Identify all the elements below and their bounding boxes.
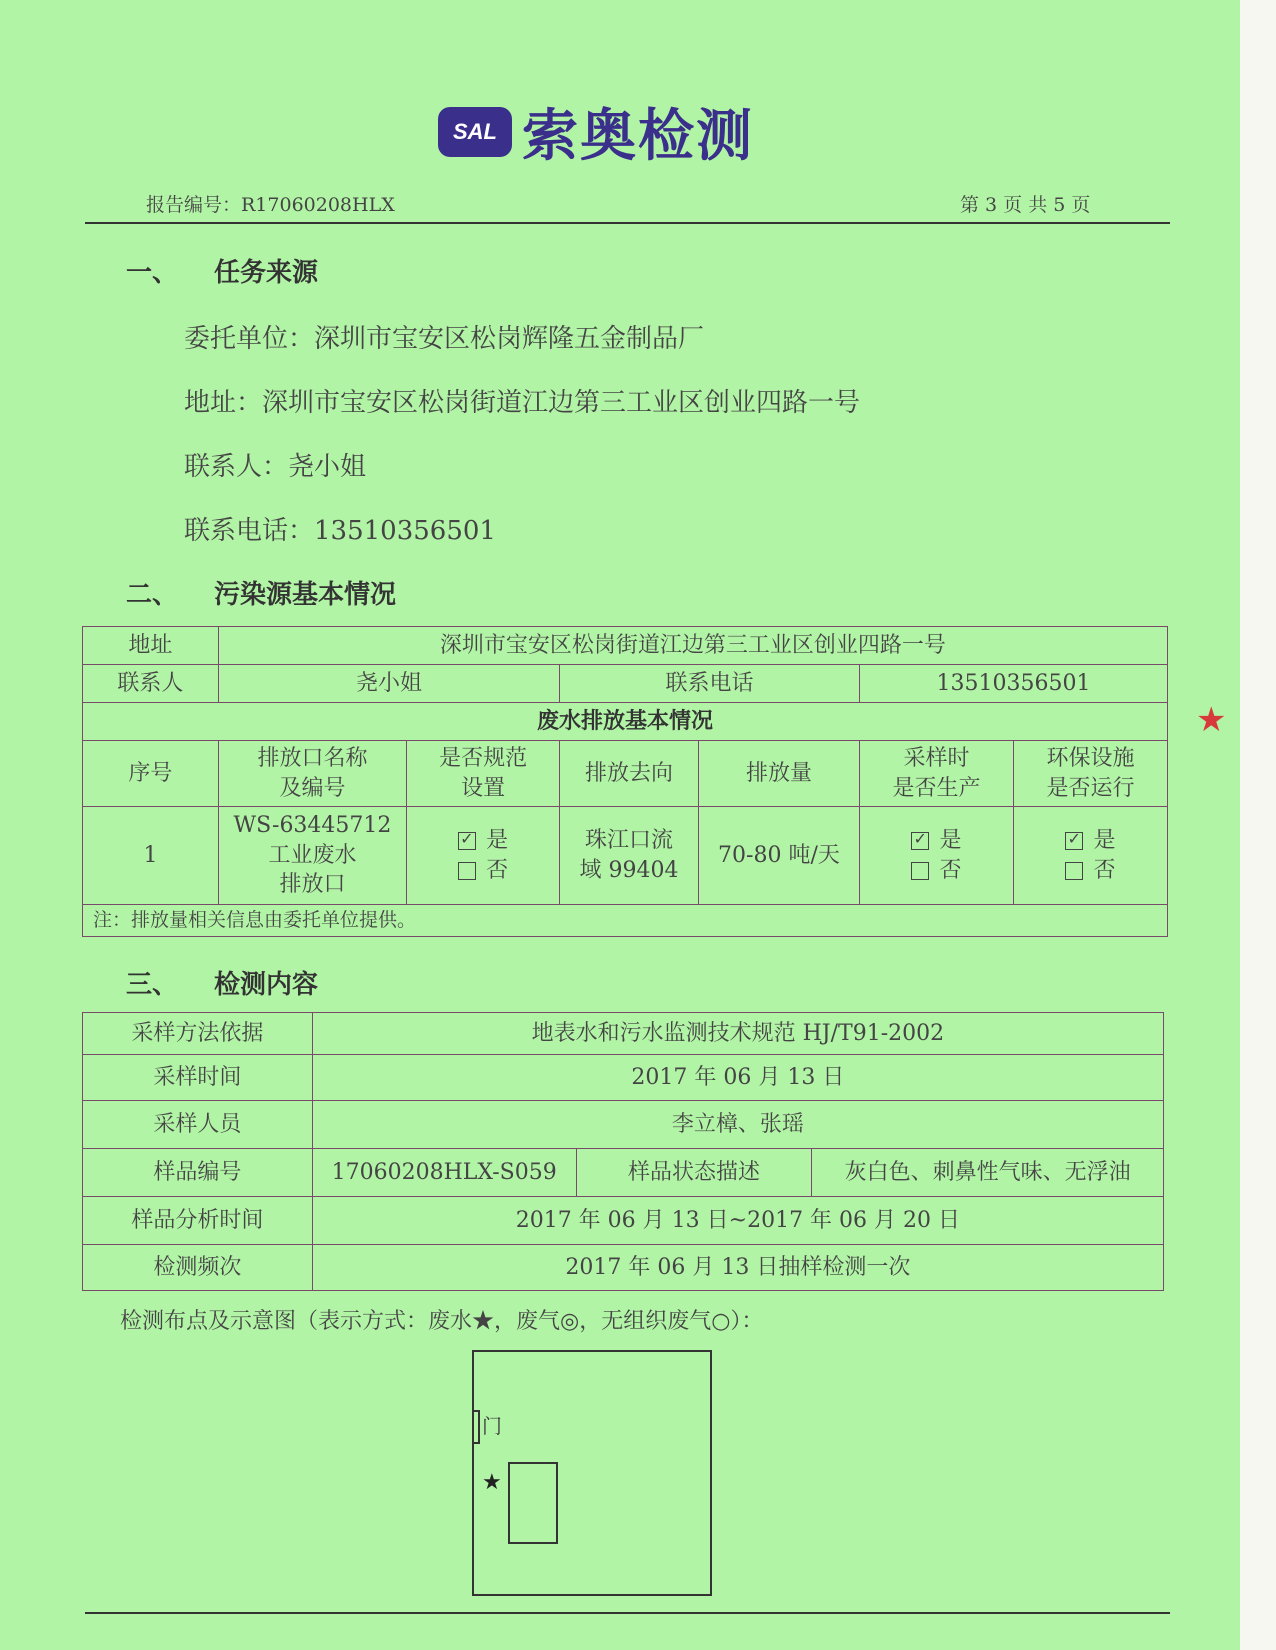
yes-label: 是 [939, 827, 962, 853]
checkbox-checked [458, 832, 476, 850]
section1-title: 任务来源 [214, 258, 319, 288]
yes-label: 是 [1093, 827, 1116, 853]
sampling-time-label: 采样时间 [83, 1055, 313, 1101]
address-line: 地址：深圳市宝安区松岗街道江边第三工业区创业四路一号 [184, 388, 861, 418]
phone-line: 联系电话：13510356501 [184, 516, 496, 546]
outlet-cell [218, 807, 406, 905]
outlet-code: WS-63445712 [233, 812, 392, 838]
contact-value: 尧小姐 [218, 665, 559, 703]
contact-line: 联系人：尧小姐 [184, 452, 367, 482]
section1-heading [126, 252, 318, 289]
testing-content-table [82, 1012, 1164, 1291]
col-header: 环保设施 是否运行 [1013, 741, 1167, 807]
checkbox-unchecked [911, 862, 929, 880]
stamp-star-icon: ★ [1196, 700, 1227, 740]
section2-title: 污染源基本情况 [214, 580, 397, 610]
sample-no-label: 样品编号 [83, 1149, 313, 1197]
checkbox-unchecked [1065, 862, 1083, 880]
col-header: 排放去向 [560, 741, 699, 807]
checkbox-checked [1065, 832, 1083, 850]
red-stamp-fragment [1196, 660, 1236, 890]
table-row [83, 1245, 1164, 1291]
col-header: 是否规范 设置 [407, 741, 560, 807]
section3-number: 三、 [126, 970, 179, 1000]
analysis-time-label: 样品分析时间 [83, 1197, 313, 1245]
table-row [83, 1101, 1164, 1149]
destination-line2: 域 99404 [579, 857, 679, 883]
table-header-row [83, 741, 1168, 807]
table-row [83, 807, 1168, 905]
outlet-name-line2: 排放口 [279, 872, 346, 898]
sample-state-value: 灰白色、刺鼻性气味、无浮油 [812, 1149, 1164, 1197]
sample-no-value: 17060208HLX-S059 [312, 1149, 576, 1197]
phone-value: 13510356501 [859, 665, 1167, 703]
frequency-label: 检测频次 [83, 1245, 313, 1291]
standard-cell [407, 807, 560, 905]
contact-label: 联系人 [83, 665, 219, 703]
table-note: 注：排放量相关信息由委托单位提供。 [83, 905, 1168, 937]
client-line: 委托单位：深圳市宝安区松岗辉隆五金制品厂 [184, 324, 705, 354]
amount-value: 70-80 吨/天 [698, 807, 859, 905]
address-value: 深圳市宝安区松岗街道江边第三工业区创业四路一号 [218, 627, 1167, 665]
col-header: 排放量 [698, 741, 859, 807]
no-label: 否 [939, 857, 962, 883]
col-header: 序号 [83, 741, 219, 807]
destination-cell [560, 807, 699, 905]
footer-rule [85, 1612, 1170, 1614]
facility-cell [1013, 807, 1167, 905]
logo-badge: SAL [438, 107, 512, 157]
row-number: 1 [83, 807, 219, 905]
table-row [83, 1055, 1164, 1101]
frequency-value: 2017 年 06 月 13 日抽样检测一次 [312, 1245, 1163, 1291]
sample-state-label: 样品状态描述 [576, 1149, 812, 1197]
outlet-building [508, 1462, 558, 1544]
company-logo [438, 96, 808, 168]
table-row [83, 1197, 1164, 1245]
section1-number: 一、 [126, 258, 179, 288]
analysis-time-value: 2017 年 06 月 13 日~2017 年 06 月 20 日 [312, 1197, 1163, 1245]
no-label: 否 [1093, 857, 1116, 883]
logo-title: 索奥检测 [522, 104, 754, 169]
destination-line1: 珠江口流 [585, 827, 674, 853]
section2-number: 二、 [126, 580, 179, 610]
door-label: 门 [482, 1414, 502, 1438]
sampling-time-value: 2017 年 06 月 13 日 [312, 1055, 1163, 1101]
outlet-name-line1: 工业废水 [268, 842, 357, 868]
door-marker [472, 1410, 480, 1444]
phone-label: 联系电话 [560, 665, 860, 703]
diagram-legend: 检测布点及示意图（表示方式：废水★，废气◎，无组织废气○）： [120, 1309, 764, 1334]
production-cell [859, 807, 1013, 905]
header-rule [85, 222, 1170, 224]
method-label: 采样方法依据 [83, 1013, 313, 1055]
section3-title: 检测内容 [214, 970, 319, 1000]
table-row [83, 905, 1168, 937]
table-row [83, 627, 1168, 665]
checkbox-unchecked [458, 862, 476, 880]
table-row [83, 1149, 1164, 1197]
pollution-source-table [82, 626, 1168, 937]
paper-edge [1240, 0, 1276, 1650]
checkbox-checked [911, 832, 929, 850]
section2-heading [126, 574, 396, 611]
col-header: 排放口名称 及编号 [218, 741, 406, 807]
table-row [83, 703, 1168, 741]
table-row [83, 1013, 1164, 1055]
staff-value: 李立樟、张瑶 [312, 1101, 1163, 1149]
page-indicator: 第 3 页 共 5 页 [960, 194, 1091, 216]
no-label: 否 [486, 857, 509, 883]
section3-heading [126, 964, 318, 1001]
report-number: 报告编号：R17060208HLX [146, 194, 395, 216]
wastewater-point-star: ★ [482, 1470, 502, 1495]
staff-label: 采样人员 [83, 1101, 313, 1149]
table-row [83, 665, 1168, 703]
monitoring-site-diagram [472, 1350, 712, 1596]
yes-label: 是 [486, 827, 509, 853]
method-value: 地表水和污水监测技术规范 HJ/T91-2002 [312, 1013, 1163, 1055]
wastewater-subtitle: 废水排放基本情况 [83, 703, 1168, 741]
address-label: 地址 [83, 627, 219, 665]
col-header: 采样时 是否生产 [859, 741, 1013, 807]
